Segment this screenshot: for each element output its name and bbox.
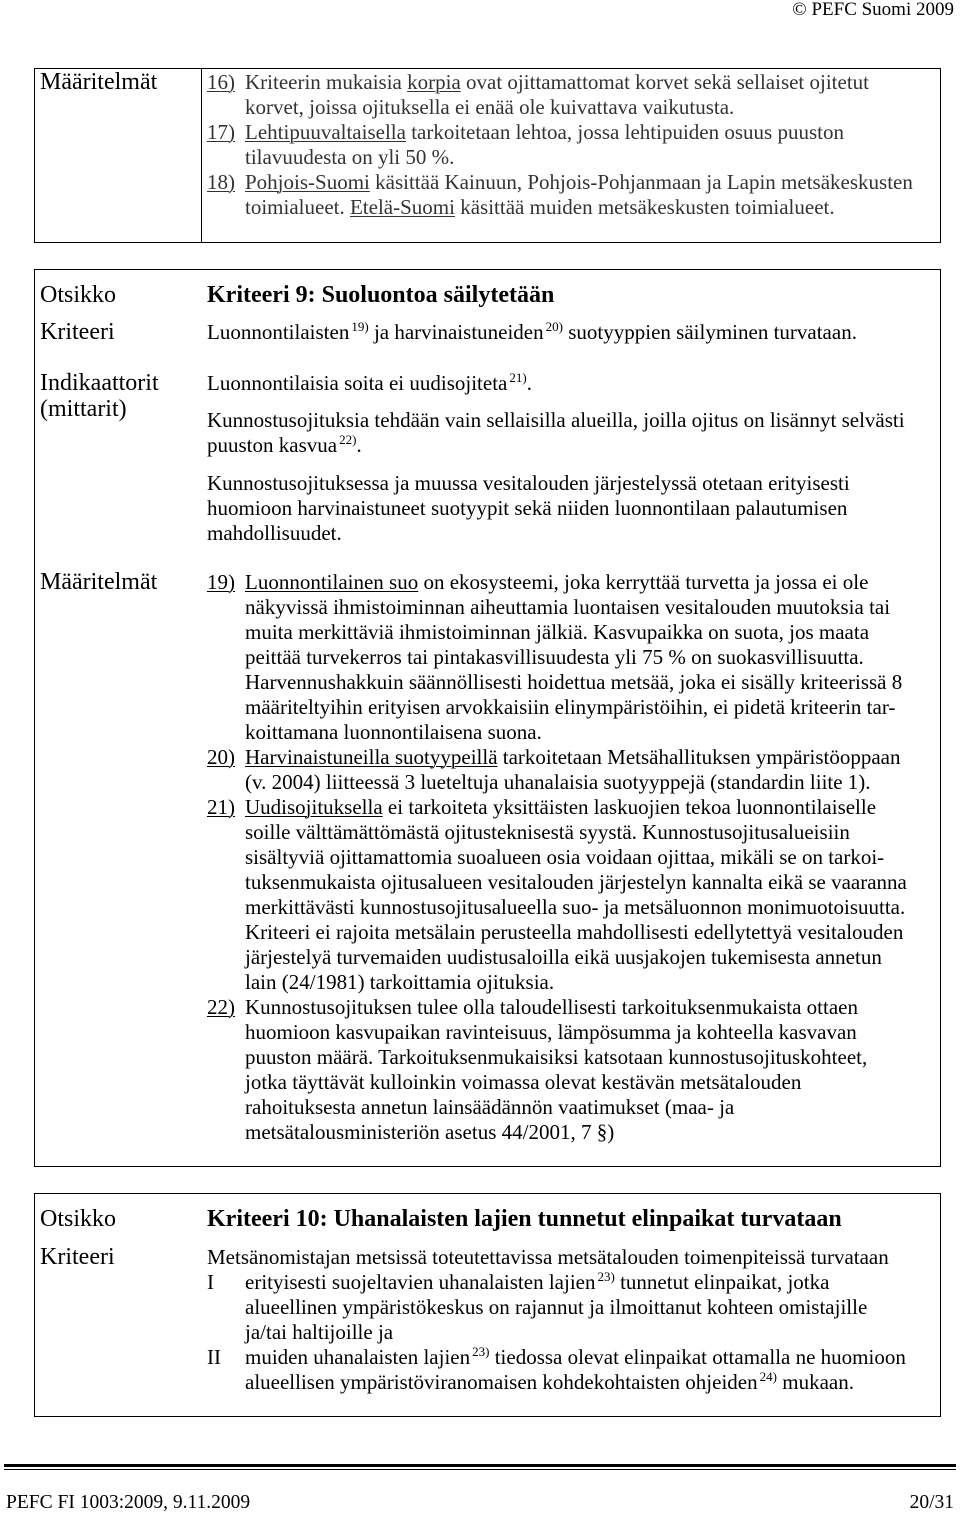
text-line — [207, 770, 907, 795]
text-run: rahoituksesta annetun lainsäädännön vaatimukset (maa- ja — [245, 1094, 735, 1119]
item-number: I — [207, 1269, 214, 1294]
text-run: ovat ojittamattomat korvet sekä sellaiset ojitetut — [460, 69, 870, 94]
text-line — [207, 870, 907, 895]
underlined-term: korpia — [407, 69, 461, 94]
text-run: tilavuudesta on yli 50 %. — [245, 144, 455, 169]
definition-item — [207, 570, 907, 745]
definition-item — [207, 70, 913, 120]
item-number: 19) — [207, 569, 235, 594]
underlined-term: Etelä-Suomi — [349, 194, 455, 219]
text-line — [207, 433, 905, 458]
text-run: peittää turvekerros tai pintakasvillisuudesta yli 75 % on suokasvillisuutta. — [245, 644, 864, 669]
text-run: käsittää muiden metsäkeskusten toimialueet. — [454, 194, 835, 219]
footnote-ref: 20) — [545, 318, 563, 334]
indicators-label — [40, 370, 159, 422]
footnote-ref: 24) — [759, 1368, 777, 1384]
definition-item — [207, 995, 907, 1145]
criterion-title: Kriteeri 9: Suoluontoa säilytetään — [207, 281, 555, 308]
header-copyright: © PEFC Suomi 2009 — [792, 0, 954, 20]
footer-page-number: 20/31 — [909, 1492, 954, 1513]
definition-item — [207, 1270, 906, 1345]
text-line — [207, 496, 905, 521]
text-run: Kunnostusojituksia tehdään vain sellaisilla alueilla, joilla ojitus on lisännyt selvästi — [207, 408, 905, 432]
criterion-intro — [207, 1245, 906, 1270]
text-line — [207, 970, 907, 995]
text-run: Kunnostusojituksessa ja muussa vesitalouden järjestelyssä otetaan erityisesti — [207, 470, 850, 495]
text-run: tiedossa olevat elinpaikat ottamalla ne huomioon — [489, 1344, 906, 1369]
text-run: suotyyppien säilyminen turvataan. — [563, 319, 857, 344]
criterion-title: Kriteeri 10: Uhanalaisten lajien tunnetut elinpaikat turvataan — [207, 1205, 842, 1232]
text-run: määriteltyihin erityisen arvokkaisiin elinympäristöihin, ei pidetä kriteerin tar- — [245, 694, 896, 719]
footnote-ref: 23) — [597, 1268, 615, 1284]
text-line — [207, 1095, 907, 1120]
definition-item — [207, 120, 913, 170]
text-line — [207, 845, 907, 870]
criterion-text — [207, 320, 857, 345]
text-run: Metsänomistajan metsissä toteutettavissa metsätalouden toimenpiteissä turvataan — [207, 1244, 889, 1269]
text-run: Kunnostusojituksen tulee olla taloudellisesti tarkoituksenmukaista ottaen — [245, 994, 858, 1019]
text-line — [207, 120, 913, 145]
text-run: tuksenmukaista ojitusalueen vesitalouden järjestelyn kannalta eikä se vaaranna — [245, 869, 907, 894]
footer-rule-thick — [4, 1464, 956, 1467]
text-line — [207, 995, 907, 1020]
text-line — [207, 695, 907, 720]
text-line — [207, 595, 907, 620]
item-number: 20) — [207, 744, 235, 769]
criterion-label: Kriteeri — [40, 318, 115, 345]
text-run: koittamana luonnontilaisena suona. — [245, 719, 542, 744]
definitions-list — [207, 570, 907, 1145]
title-label: Otsikko — [40, 281, 117, 308]
text-line — [207, 70, 913, 95]
paragraph — [207, 408, 905, 458]
text-run: ei tarkoiteta yksittäisten laskuojien tekoa luonnontilaiselle — [382, 794, 877, 819]
text-line — [207, 920, 907, 945]
criterion-label: Kriteeri — [40, 1243, 115, 1270]
underlined-term: Harvinaistuneilla suotyypeillä — [245, 744, 498, 769]
text-run: Kriteerin mukaisia — [245, 69, 408, 94]
item-number: 18) — [207, 169, 235, 194]
text-run: korvet, joissa ojituksella ei enää ole kuivattava vaikutusta. — [245, 94, 735, 119]
text-run: alueellisen ympäristöviranomaisen kohdekohtaisten ohjeiden — [245, 1369, 758, 1394]
text-run: käsittää Kainuun, Pohjois-Pohjanmaan ja Lapin metsäkeskusten — [369, 169, 913, 194]
text-run: Harvennushakkuin säännöllisesti hoidettua metsää, joka ei sisälly kriteerissä 8 — [245, 669, 903, 694]
underlined-term: Pohjois-Suomi — [245, 169, 370, 194]
text-run: tarkoitetaan lehtoa, jossa lehtipuiden osuus puuston — [405, 119, 844, 144]
text-run: alueellinen ympäristökeskus on rajannut ja ilmoittanut kohteen omistajille — [245, 1294, 868, 1319]
text-run: merkittävästi kunnostusojitusalueella suo- ja metsäluonnon monimuotoisuutta. — [245, 894, 906, 919]
definitions-label: Määritelmät — [40, 568, 158, 595]
item-number: II — [207, 1344, 221, 1369]
underlined-term: Luonnontilainen suo — [245, 569, 419, 594]
underlined-term: Uudisojituksella — [245, 794, 383, 819]
text-line — [207, 170, 913, 195]
text-line — [207, 1045, 907, 1070]
item-number: 17) — [207, 119, 235, 144]
text-line — [207, 670, 907, 695]
definition-item — [207, 745, 907, 795]
item-number: 16) — [207, 69, 235, 94]
text-run: Kriteeri ei rajoita metsälain perusteella mahdollisesti edellytettyä vesitalouden — [245, 919, 904, 944]
text-run: muiden uhanalaisten lajien — [245, 1344, 471, 1369]
indicators-label-line: (mittarit) — [40, 396, 127, 422]
text-run: mahdollisuudet. — [207, 520, 342, 545]
text-line — [207, 371, 905, 396]
text-line — [207, 795, 907, 820]
text-line — [207, 1345, 906, 1370]
footer-document-id: PEFC FI 1003:2009, 9.11.2009 — [6, 1492, 251, 1513]
text-run: . — [526, 370, 532, 395]
indicators-text — [207, 371, 905, 546]
text-run: lain (24/1981) tarkoittamia ojituksia. — [245, 969, 555, 994]
footnote-ref: 21) — [509, 369, 527, 385]
footnote-ref: 23) — [472, 1343, 490, 1359]
text-run: Luonnontilaisia soita ei uudisojiteta — [207, 370, 508, 395]
text-run: jotka täyttävät kulloinkin voimassa olevat kestävän metsätalouden — [245, 1069, 802, 1094]
definitions-label: Määritelmät — [40, 69, 158, 95]
text-line — [207, 745, 907, 770]
paragraph — [207, 371, 905, 396]
text-line — [207, 1270, 906, 1295]
definition-item — [207, 795, 907, 995]
indicators-label-line: Indikaattorit — [40, 370, 159, 396]
text-run: Luonnontilaisten — [207, 319, 350, 344]
text-line — [207, 895, 907, 920]
text-line — [207, 620, 907, 645]
text-run: erityisesti suojeltavien uhanalaisten lajien — [245, 1269, 596, 1294]
text-line — [207, 720, 907, 745]
text-line — [207, 195, 913, 220]
text-line — [207, 945, 907, 970]
text-run: ja harvinaistuneiden — [368, 319, 544, 344]
text-run: mukaan. — [776, 1369, 854, 1394]
text-run: puuston kasvua — [207, 433, 338, 457]
text-run: puuston määrä. Tarkoituksenmukaisiksi katsotaan kunnostusojituskohteet, — [245, 1044, 868, 1069]
text-run: (v. 2004) liitteessä 3 lueteltuja uhanalaisia suotyyppejä (standardin liite 1). — [245, 769, 871, 794]
definition-item — [207, 1345, 906, 1395]
text-run: näkyvissä ihmistoiminnan aiheuttamia luontaisen vesitalouden muutoksia tai — [245, 594, 891, 619]
text-line — [207, 521, 905, 546]
paragraph — [207, 471, 905, 546]
text-run: tarkoitetaan Metsähallituksen ympäristöoppaan — [497, 744, 901, 769]
text-line — [207, 408, 905, 433]
column-divider — [201, 68, 202, 243]
text-line — [207, 1370, 906, 1395]
text-run: sisältyviä ojittamattomia suoalueen osia voidaan ojittaa, mikäli se on tarkoi- — [245, 844, 885, 869]
text-line — [207, 820, 907, 845]
criterion-text — [207, 1245, 906, 1395]
footnote-ref: 22) — [339, 432, 357, 448]
footnote-ref: 19) — [351, 318, 369, 334]
text-line — [207, 1245, 906, 1270]
criterion-items — [207, 1270, 906, 1395]
text-line — [207, 471, 905, 496]
text-run: toimialueet. — [245, 194, 350, 219]
text-line — [207, 570, 907, 595]
text-run: metsätalousministeriön asetus 44/2001, 7 §) — [245, 1119, 615, 1144]
text-run: tunnetut elinpaikat, jotka — [614, 1269, 830, 1294]
text-run: ja/tai haltijoille ja — [245, 1319, 394, 1344]
text-line — [207, 1020, 907, 1045]
text-line — [207, 95, 913, 120]
text-line — [207, 1120, 907, 1145]
text-run: . — [356, 433, 362, 457]
text-line — [207, 1320, 906, 1345]
text-line — [207, 145, 913, 170]
text-line — [207, 1070, 907, 1095]
text-run: soille välttämättömästä ojitusteknisestä syystä. Kunnostusojitusalueisiin — [245, 819, 850, 844]
text-line — [207, 320, 857, 345]
text-line — [207, 645, 907, 670]
text-line — [207, 1295, 906, 1320]
text-run: huomioon kasvupaikan ravinteisuus, lämpösumma ja kohteella kasvavan — [245, 1019, 857, 1044]
definition-item — [207, 170, 913, 220]
footer-rule-thin — [4, 1469, 956, 1470]
underlined-term: Lehtipuuvaltaisella — [245, 119, 406, 144]
title-label: Otsikko — [40, 1205, 117, 1232]
text-run: huomioon harvinaistuneet suotyypit sekä niiden luonnontilaan palautumisen — [207, 495, 848, 520]
item-number: 21) — [207, 794, 235, 819]
item-number: 22) — [207, 994, 235, 1019]
definitions-list — [207, 70, 913, 220]
text-run: järjestelyä turvemaiden uudistusaloilla eikä uusjakojen tukemisesta annetun — [245, 944, 882, 969]
text-run: muita merkittäviä ihmistoiminnan jälkiä. Kasvupaikka on suota, jos maata — [245, 619, 870, 644]
text-run: on ekosysteemi, joka kerryttää turvetta ja jossa ei ole — [418, 569, 869, 594]
